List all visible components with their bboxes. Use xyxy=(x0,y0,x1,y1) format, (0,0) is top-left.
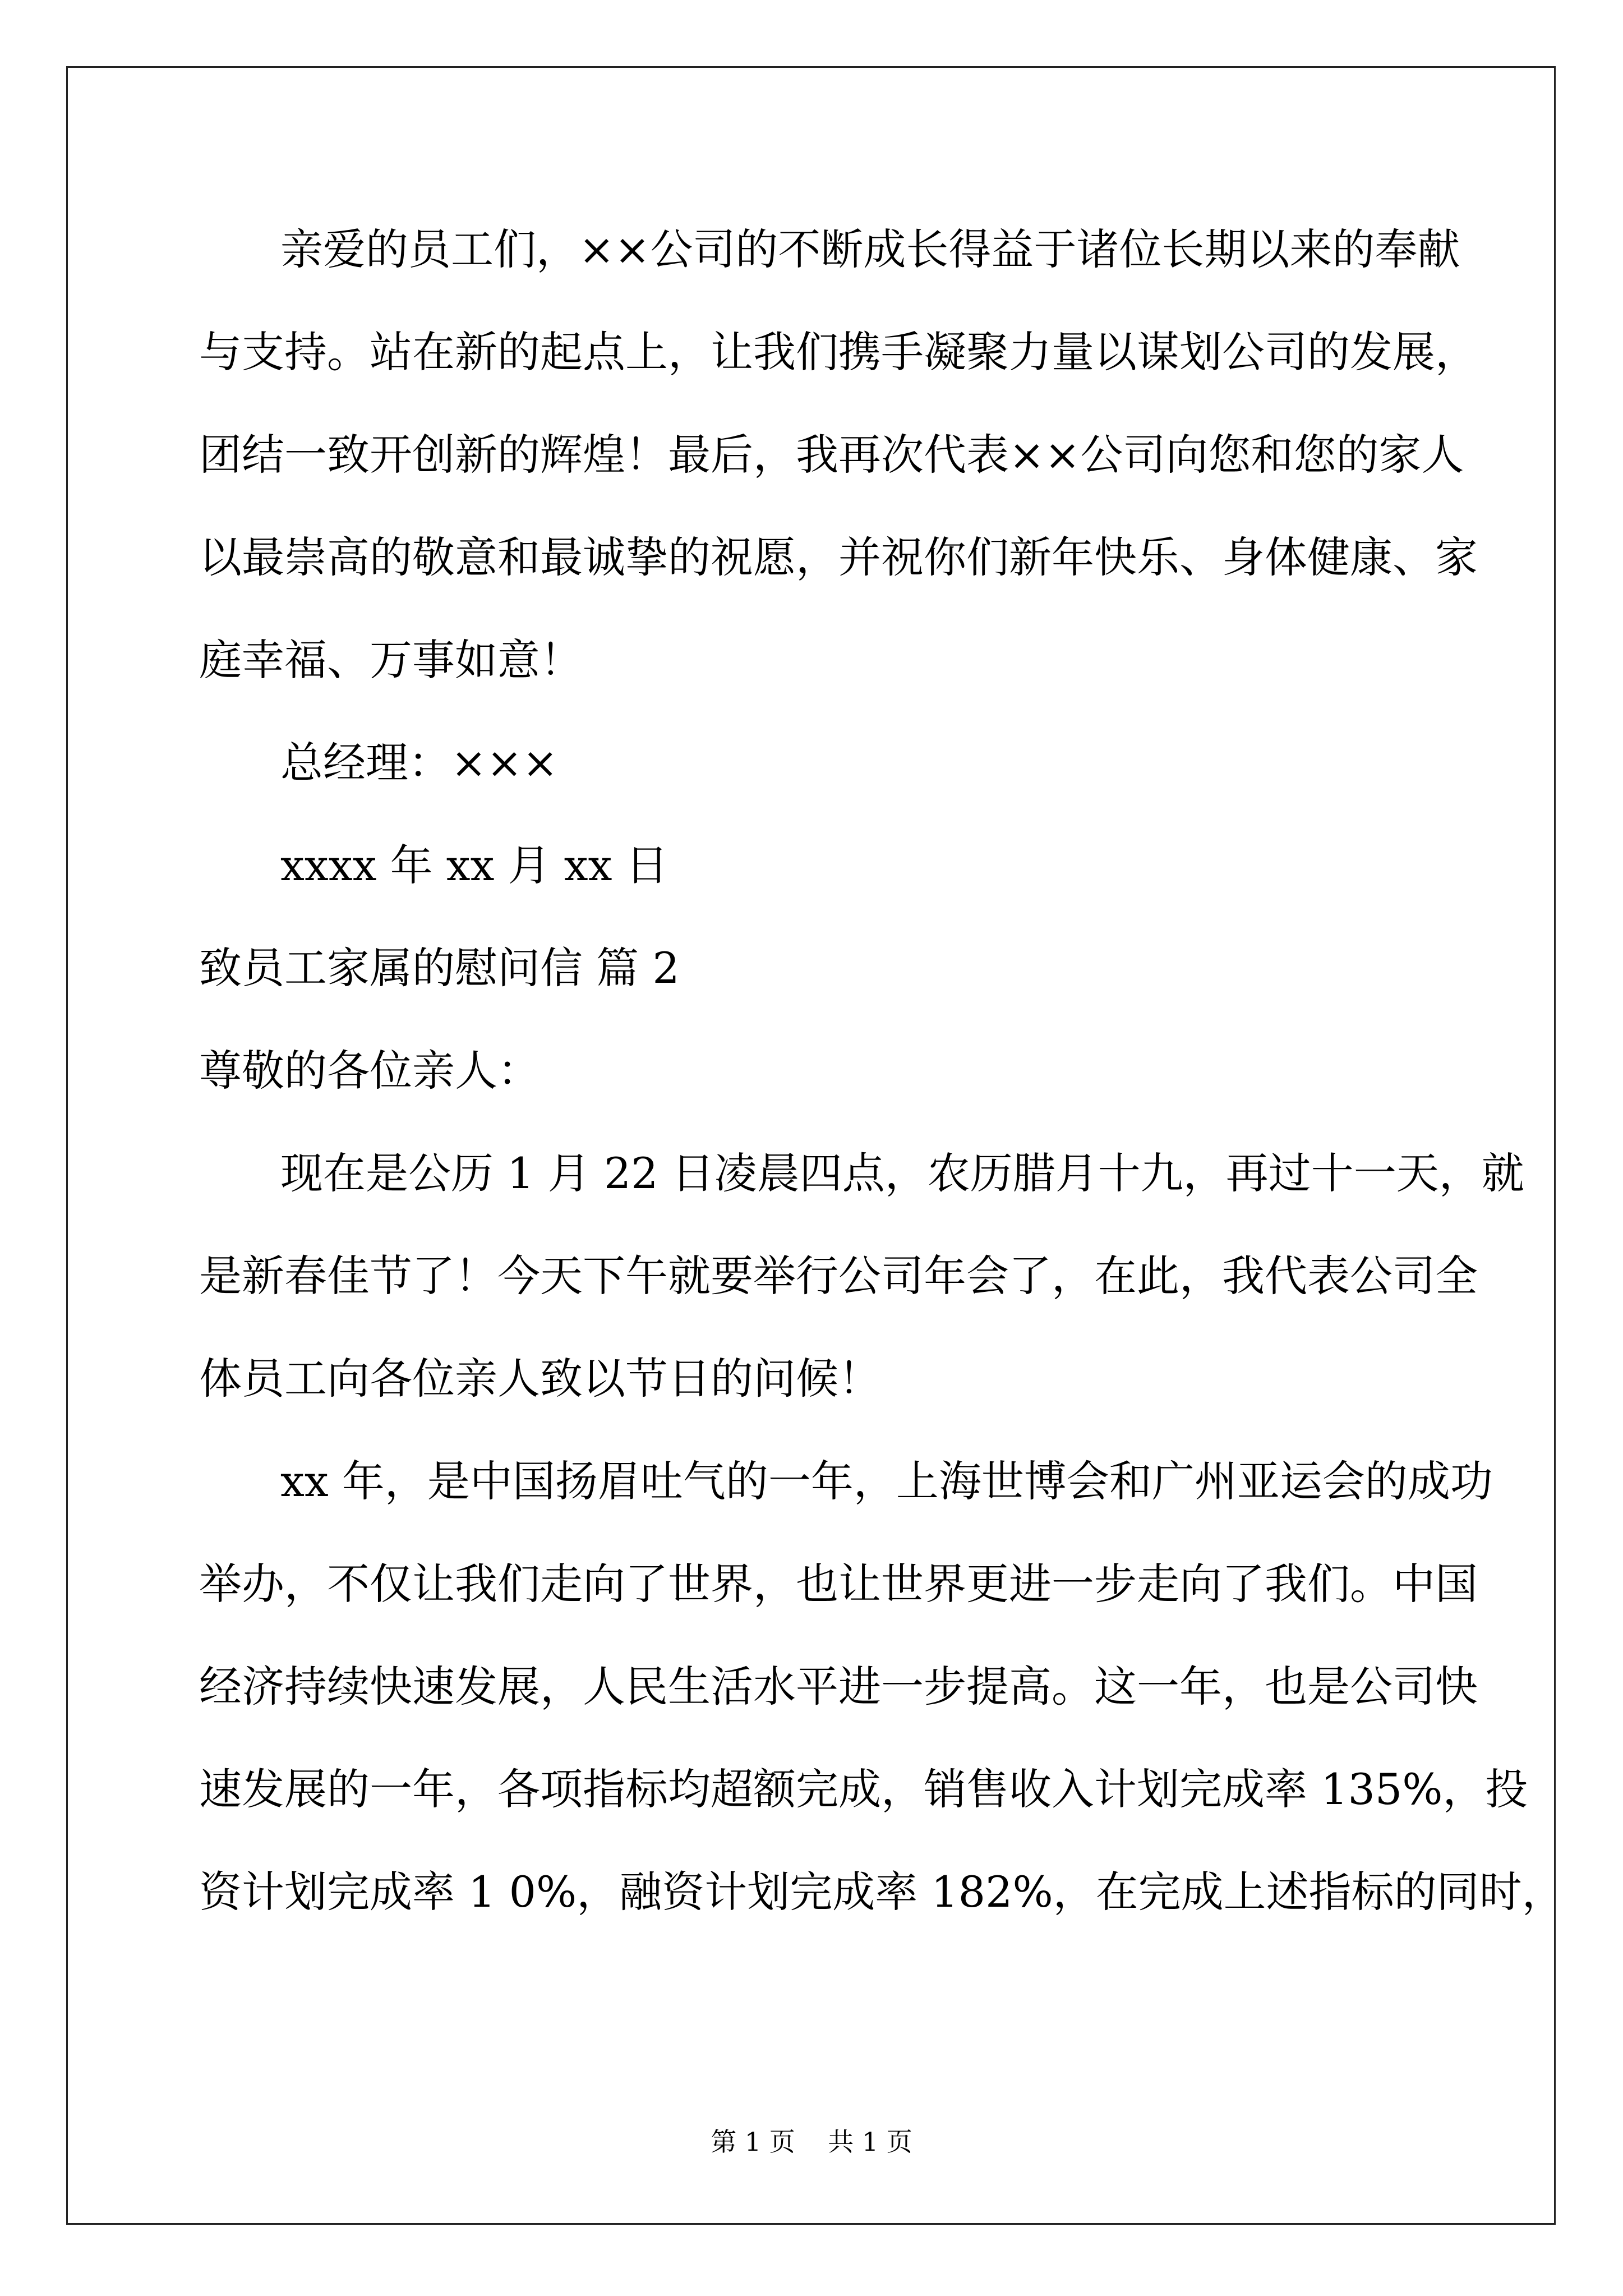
paragraph-line: 庭幸福、万事如意！ xyxy=(199,635,583,685)
paragraph-line: 以最崇高的敬意和最诚挚的祝愿，并祝你们新年快乐、身体健康、家 xyxy=(199,532,1478,582)
paragraph-line: 现在是公历 1 月 22 日凌晨四点，农历腊月十九，再过十一天，就 xyxy=(280,1148,1524,1198)
paragraph-line: 速发展的一年，各项指标均超额完成，销售收入计划完成率 135%，投 xyxy=(199,1764,1528,1814)
paragraph-line: xx 年，是中国扬眉吐气的一年，上海世博会和广州亚运会的成功 xyxy=(280,1456,1493,1506)
paragraph-line: 与支持。站在新的起点上，让我们携手凝聚力量以谋划公司的发展， xyxy=(199,327,1478,377)
paragraph-line: 是新春佳节了！今天下午就要举行公司年会了，在此，我代表公司全 xyxy=(199,1251,1478,1301)
signature-line: 总经理：××× xyxy=(280,738,559,788)
section-title: 致员工家属的慰问信 篇 2 xyxy=(199,943,680,993)
date-line: xxxx 年 xx 月 xx 日 xyxy=(280,840,668,890)
paragraph-line: 体员工向各位亲人致以节日的问候！ xyxy=(199,1354,881,1404)
paragraph-line: 举办，不仅让我们走向了世界，也让世界更进一步走向了我们。中国 xyxy=(199,1559,1478,1609)
paragraph-line: 亲爱的员工们，××公司的不断成长得益于诸位长期以来的奉献 xyxy=(280,224,1460,274)
paragraph-line: 资计划完成率 1 0%，融资计划完成率 182%，在完成上述指标的同时， xyxy=(199,1867,1565,1917)
salutation: 尊敬的各位亲人： xyxy=(199,1046,540,1096)
paragraph-line: 经济持续快速发展，人民生活水平进一步提高。这一年，也是公司快 xyxy=(199,1662,1478,1711)
page-footer: 第 1 页 共 1 页 xyxy=(711,2127,912,2157)
paragraph-line: 团结一致开创新的辉煌！最后，我再次代表××公司向您和您的家人 xyxy=(199,430,1464,480)
